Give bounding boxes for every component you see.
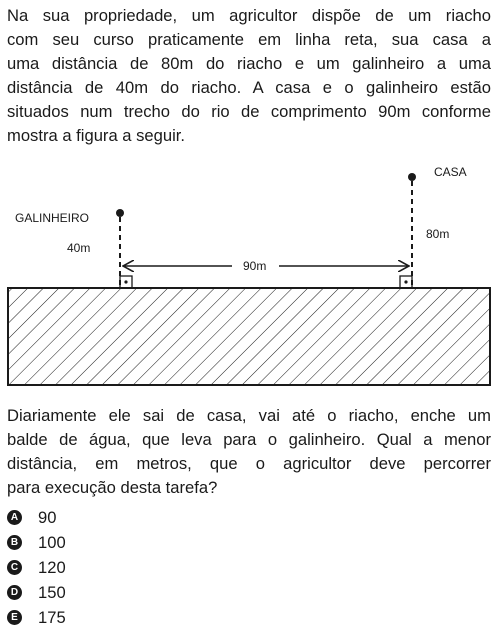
right-angle-dot [124,280,127,283]
option-letter-badge: C [7,560,22,575]
prompt-line: distância, em metros, que o agricultor deve percorrer [7,454,491,473]
intro-line: uma distância de 80m do riacho e um galinheiro a uma [7,54,491,73]
option-c[interactable] [7,555,66,580]
river-hatched-area [8,288,490,385]
option-letter-badge: A [7,510,22,525]
option-letter-badge: B [7,535,22,550]
prompt-line: para execução desta tarefa? [7,478,218,497]
galinheiro-label: GALINHEIRO [15,211,90,225]
option-value: 120 [38,557,66,577]
intro-line: distância de 40m do riacho. A casa e o galinheiro estão [7,78,491,97]
intro-line: com seu curso praticamente em linha reta, sua casa a [7,30,491,49]
answer-options [7,505,66,630]
prompt-line: Diariamente ele sai de casa, vai até o riacho, enche um [7,406,491,425]
option-value: 100 [38,532,66,552]
casa-label: CASA [434,165,467,179]
option-letter-badge: D [7,585,22,600]
river-diagram [0,160,495,390]
question-prompt [7,404,491,500]
option-d[interactable] [7,580,66,605]
option-value: 175 [38,607,66,627]
option-value: 150 [38,582,66,602]
river-length-label: 90m [243,259,267,273]
galinheiro-distance-label: 40m [67,241,91,255]
galinheiro-point [116,209,124,217]
option-a[interactable] [7,505,66,530]
right-angle-dot [404,280,407,283]
intro-line: Na sua propriedade, um agricultor dispõe de um riacho [7,6,491,25]
intro-line: mostra a figura a seguir. [7,126,186,145]
option-e[interactable] [7,605,66,630]
prompt-line: balde de água, que leva para o galinheiro. Qual a menor [7,430,491,449]
question-intro [7,4,491,148]
option-value: 90 [38,507,57,527]
casa-distance-label: 80m [426,227,450,241]
option-letter-badge: E [7,610,22,625]
casa-point [408,173,416,181]
option-b[interactable] [7,530,66,555]
intro-line: situados num trecho do rio de comprimento 90m conforme [7,102,491,121]
